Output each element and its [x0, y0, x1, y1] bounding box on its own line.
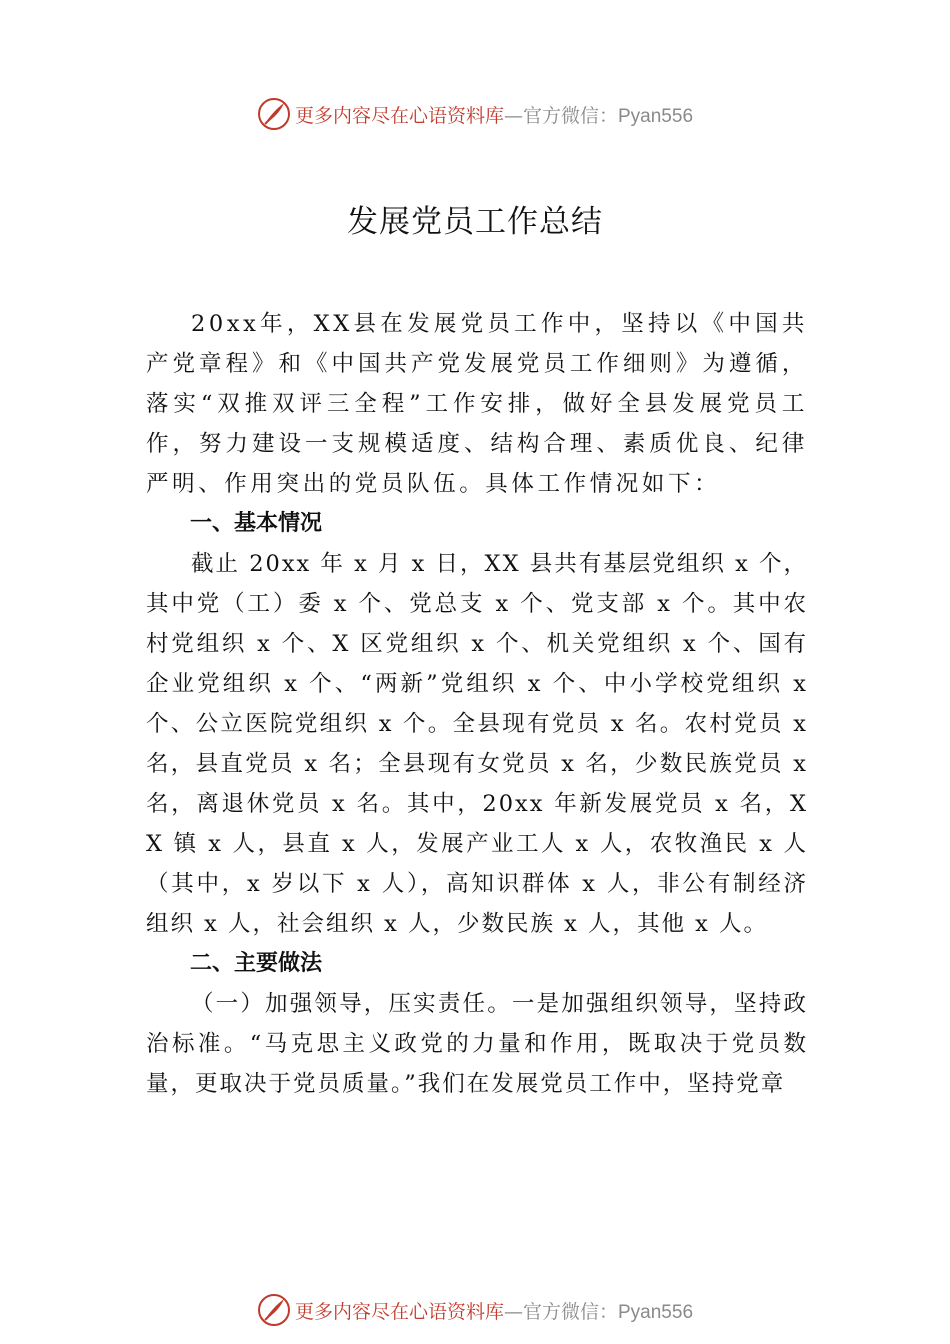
banner-text-part1: 更多内容尽在心语资料库 [294, 1300, 504, 1323]
banner-text-part3: Pyan556 [618, 105, 694, 127]
quill-logo-icon [257, 1293, 291, 1327]
document-title: 发展党员工作总结 [347, 204, 603, 240]
header-banner [0, 94, 950, 134]
banner-text [295, 101, 693, 128]
banner-text [295, 1297, 693, 1324]
basic-situation-paragraph: 截止 20xx 年 x 月 x 日，XX 县共有基层党组织 x 个，其中党（工）委 x 个、党总支 x 个、党支部 x 个。其中农村党组织 x 个、X 区党组织 x 个、机关党组织 x 个、国有企业党组织 x 个、“两新”党组织 x 个、中小学校党组织 x 个、公立医院党组织 x 个。全县现有党员 x 名。农村党员 x 名，县直党员 x 名；全县现有女党员 x 名，少数民族党员 x 名，离退休党员 x 名。其中，20xx 年新发展党员 x 名，XX 镇 x 人，县直 x 人，发展产业工人 x 人，农牧渔民 x 人（其中，x 岁以下 x 人），高知识群体 x 人，非公有制经济组织 x 人，社会组织 x 人，少数民族 x 人，其他 x 人。 [146, 551, 808, 937]
banner-text-part2: —官方微信： [503, 1300, 618, 1323]
document-body [146, 304, 808, 1104]
banner-text-part3: Pyan556 [618, 1301, 694, 1323]
footer-banner [0, 1290, 950, 1330]
intro-paragraph: 20xx年，XX县在发展党员工作中，坚持以《中国共产党章程》和《中国共产党发展党员工作细则》为遵循，落实“双推双评三全程”工作安排，做好全县发展党员工作，努力建设一支规模适度、结构合理、素质优良、纪律严明、作用突出的党员队伍。具体工作情况如下： [146, 311, 808, 497]
banner-text-part1: 更多内容尽在心语资料库 [294, 104, 504, 127]
practices-paragraph: （一）加强领导，压实责任。一是加强组织领导，坚持政治标准。“马克思主义政党的力量和作用，既取决于党员数量，更取决于党员质量。”我们在发展党员工作中，坚持党章 [146, 991, 808, 1097]
section-heading-practices: 二、主要做法 [190, 951, 323, 976]
section-heading-basic: 一、基本情况 [190, 511, 323, 536]
quill-logo-icon [257, 97, 291, 131]
banner-text-part2: —官方微信： [503, 104, 618, 127]
